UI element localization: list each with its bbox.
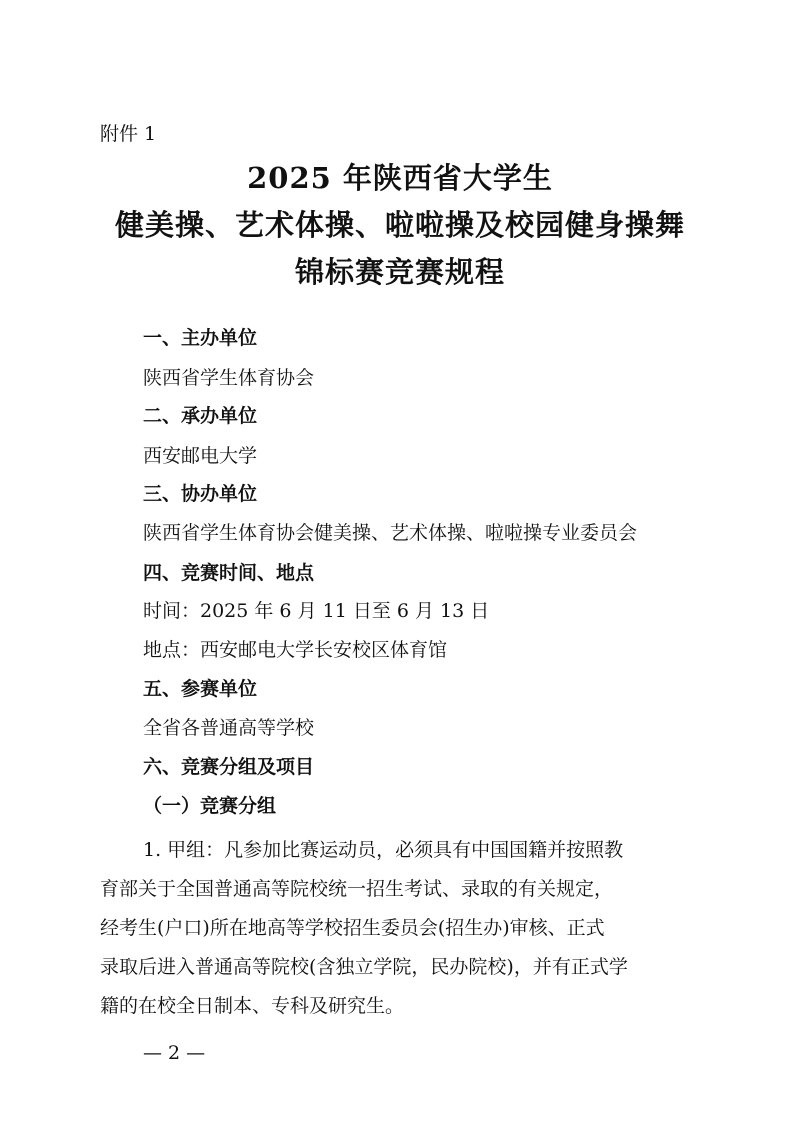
attachment-label: 附件 1	[100, 123, 157, 145]
title-line-3: 锦标赛竞赛规程	[294, 255, 505, 289]
section-5-content: 全省各普通高等学校	[143, 717, 315, 739]
paragraph-line-4: 录取后进入普通高等院校(含独立学院，民办院校)，并有正式学	[100, 956, 628, 978]
section-3-heading: 三、协办单位	[143, 483, 258, 505]
paragraph-line-3: 经考生(户口)所在地高等学校招生委员会(招生办)审核、正式	[100, 917, 605, 939]
section-4-heading: 四、竞赛时间、地点	[143, 562, 315, 584]
section-6-subheading: （一）竞赛分组	[143, 795, 277, 817]
paragraph-line-5: 籍的在校全日制本、专科及研究生。	[100, 995, 405, 1017]
section-4-time: 时间：2025 年 6 月 11 日至 6 月 13 日	[143, 600, 490, 622]
section-3-content: 陕西省学生体育协会健美操、艺术体操、啦啦操专业委员会	[143, 522, 638, 544]
section-1-heading: 一、主办单位	[143, 327, 258, 349]
section-5-heading: 五、参赛单位	[143, 678, 258, 700]
paragraph-line-2: 育部关于全国普通高等院校统一招生考试、录取的有关规定，	[100, 878, 614, 900]
title-line-2: 健美操、艺术体操、啦啦操及校园健身操舞	[114, 208, 685, 242]
section-4-place: 地点：西安邮电大学长安校区体育馆	[143, 639, 448, 661]
page-number: — 2 —	[143, 1042, 206, 1064]
paragraph-line-1: 1. 甲组：凡参加比赛运动员，必须具有中国国籍并按照教	[143, 839, 624, 861]
title-line-1: 2025 年陕西省大学生	[247, 161, 553, 195]
section-2-content: 西安邮电大学	[143, 445, 258, 467]
section-1-content: 陕西省学生体育协会	[143, 367, 315, 389]
section-6-heading: 六、竞赛分组及项目	[143, 756, 315, 778]
section-2-heading: 二、承办单位	[143, 405, 258, 427]
